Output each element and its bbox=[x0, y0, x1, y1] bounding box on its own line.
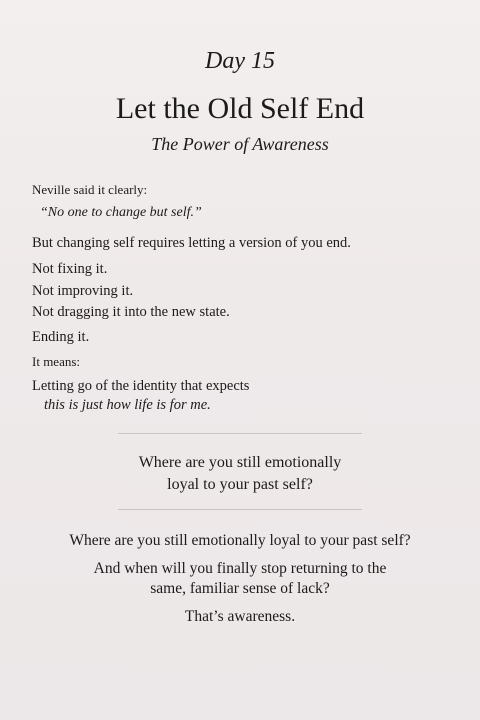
question-line-2: loyal to your past self? bbox=[167, 476, 313, 493]
closing-line-2b: same, familiar sense of lack? bbox=[150, 580, 330, 597]
question-line-1: Where are you still emotionally bbox=[138, 454, 342, 471]
body-line-3: Not improving it. bbox=[32, 283, 134, 299]
body-line-7: Letting go of the identity that expects bbox=[32, 378, 250, 394]
body-line-8: this is just how life is for me. bbox=[44, 397, 211, 413]
day-label: Day 15 bbox=[205, 48, 275, 74]
body-line-5: Ending it. bbox=[32, 329, 90, 345]
quote-text: “No one to change but self.” bbox=[40, 205, 202, 220]
closing-line-1: Where are you still emotionally loyal to your past self? bbox=[69, 532, 411, 549]
body-line-6: It means: bbox=[32, 354, 81, 369]
page-title: Let the Old Self End bbox=[115, 92, 365, 125]
divider-bottom bbox=[118, 509, 362, 510]
closing-line-2a: And when will you finally stop returning to the bbox=[93, 560, 387, 577]
body-line-4: Not dragging it into the new state. bbox=[32, 304, 230, 320]
closing-line-3: That’s awareness. bbox=[184, 608, 296, 625]
divider-top bbox=[118, 433, 362, 434]
intro-text: Neville said it clearly: bbox=[32, 182, 148, 197]
body-line-2: Not fixing it. bbox=[32, 261, 108, 277]
page-subtitle: The Power of Awareness bbox=[151, 134, 329, 154]
body-line-1: But changing self requires letting a version of you end. bbox=[32, 235, 351, 251]
